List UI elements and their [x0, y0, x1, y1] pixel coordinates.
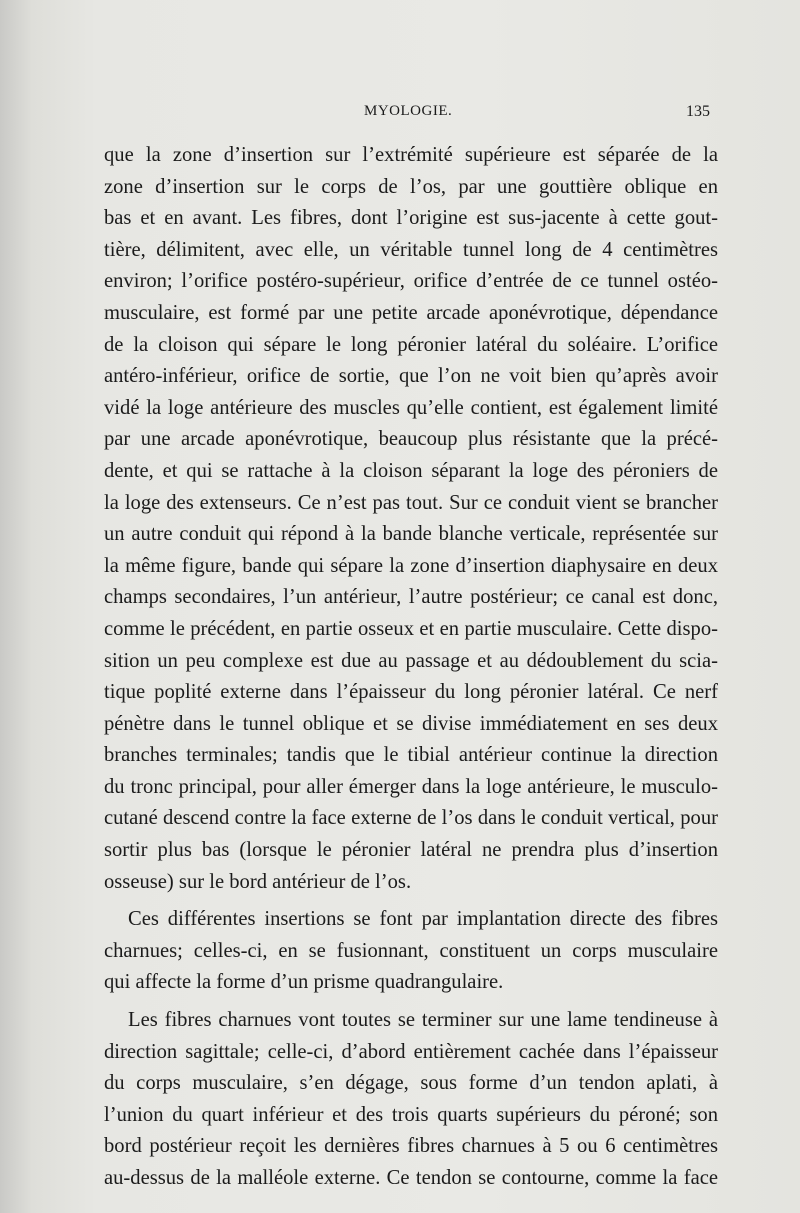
body-text	[104, 140, 718, 1195]
paragraph	[104, 904, 718, 999]
text-line: comme le précédent, en partie osseux et en partie musculaire. Cette dispo-	[104, 617, 718, 640]
text-line: l’union du quart inférieur et des trois quarts supérieurs du péroné; son	[104, 1103, 718, 1126]
text-line: antéro-inférieur, orifice de sortie, que l’on ne voit bien qu’après avoir	[104, 365, 718, 388]
text-line: par une arcade aponévrotique, beaucoup plus résistante que la précé-	[104, 428, 718, 451]
text-line: pénètre dans le tunnel oblique et se divise immédiatement en ses deux	[104, 712, 718, 735]
text-line: vidé la loge antérieure des muscles qu’elle contient, est également limité	[104, 396, 718, 419]
text-line: branches terminales; tandis que le tibial antérieur continue la direction	[104, 744, 718, 767]
page-number: 135	[686, 103, 710, 120]
text-line: environ; l’orifice postéro-supérieur, orifice d’entrée de ce tunnel ostéo-	[104, 270, 718, 293]
text-line: direction sagittale; celle-ci, d’abord entièrement cachée dans l’épaisseur	[104, 1040, 718, 1063]
text-line: zone d’insertion sur le corps de l’os, par une gouttière oblique en	[104, 175, 718, 198]
text-line: un autre conduit qui répond à la bande blanche verticale, représentée sur	[104, 523, 718, 546]
text-line: la même figure, bande qui sépare la zone d’insertion diaphysaire en deux	[104, 554, 718, 577]
text-line: qui affecte la forme d’un prisme quadrangulaire.	[104, 971, 504, 994]
text-line: que la zone d’insertion sur l’extrémité supérieure est séparée de la	[104, 144, 718, 166]
text-line: du corps musculaire, s’en dégage, sous forme d’un tendon aplati, à	[104, 1072, 718, 1095]
text-line: champs secondaires, l’un antérieur, l’autre postérieur; ce canal est donc,	[104, 586, 718, 609]
running-title: MYOLOGIE.	[364, 103, 453, 119]
text-line: musculaire, est formé par une petite arcade aponévrotique, dépendance	[104, 301, 718, 324]
text-line: bord postérieur reçoit les dernières fibres charnues à 5 ou 6 centimètres	[104, 1135, 718, 1158]
text-line: au-dessus de la malléole externe. Ce tendon se contourne, comme la face	[104, 1167, 718, 1189]
text-line: Les fibres charnues vont toutes se terminer sur une lame tendineuse à	[128, 1009, 718, 1032]
text-line: tique poplité externe dans l’épaisseur du long péronier latéral. Ce nerf	[104, 681, 718, 704]
text-line: charnues; celles-ci, en se fusionnant, constituent un corps musculaire	[104, 939, 718, 962]
text-line: osseuse) sur le bord antérieur de l’os.	[104, 870, 412, 893]
text-line: sortir plus bas (lorsque le péronier latéral ne prendra plus d’insertion	[104, 839, 718, 862]
text-line: tière, délimitent, avec elle, un véritable tunnel long de 4 centimètres	[104, 238, 718, 261]
text-line: dente, et qui se rattache à la cloison séparant la loge des péroniers de	[104, 459, 718, 482]
paragraph	[104, 140, 718, 898]
paragraph	[104, 1005, 718, 1195]
text-line: Ces différentes insertions se font par implantation directe des fibres	[128, 908, 718, 931]
text-line: la loge des extenseurs. Ce n’est pas tout. Sur ce conduit vient se brancher	[104, 491, 718, 514]
text-line: de la cloison qui sépare le long péronier latéral du soléaire. L’orifice	[104, 333, 718, 356]
text-line: du tronc principal, pour aller émerger dans la loge antérieure, le musculo-	[104, 775, 718, 798]
text-line: bas et en avant. Les fibres, dont l’origine est sus-jacente à cette gout-	[104, 207, 718, 230]
page-header	[104, 103, 710, 127]
text-line: sition un peu complexe est due au passage et au dédoublement du scia-	[104, 649, 718, 672]
text-line: cutané descend contre la face externe de l’os dans le conduit vertical, pour	[104, 807, 718, 830]
